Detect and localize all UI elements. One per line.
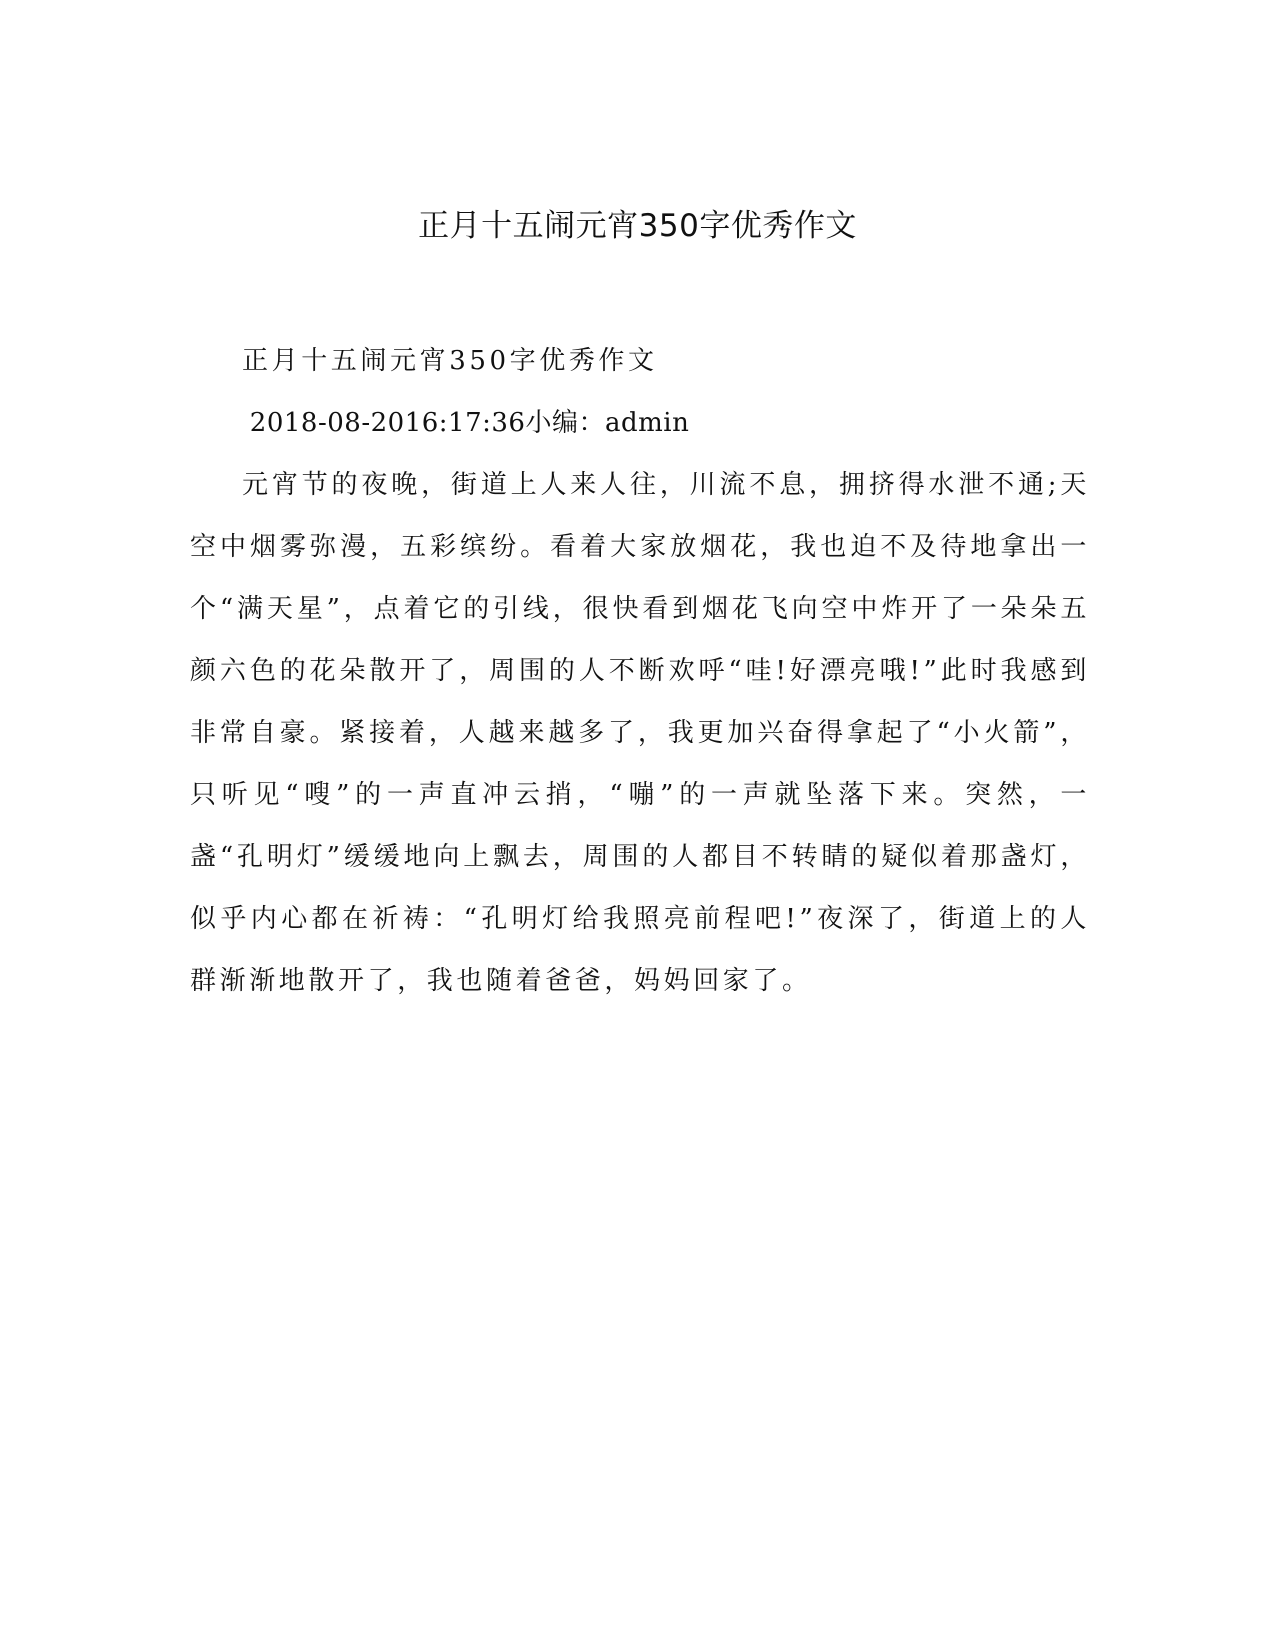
document-title: 正月十五闹元宵350字优秀作文 (418, 208, 857, 244)
article-subtitle: 正月十五闹元宵350字优秀作文 (242, 346, 658, 376)
document-body (190, 330, 1090, 1012)
article-paragraph: 元宵节的夜晚，街道上人来人往，川流不息，拥挤得水泄不通;天空中烟雾弥漫，五彩缤纷。看着大家放烟花，我也迫不及待地拿出一个“满天星”，点着它的引线，很快看到烟花飞向空中炸开了一朵朵五颜六色的花朵散开了，周围的人不断欢呼“哇!好漂亮哦!”此时我感到非常自豪。紧接着，人越来越多了，我更加兴奋得拿起了“小火箭”，只听见“嗖”的一声直冲云捎，“嘣”的一声就坠落下来。突然，一盏“孔明灯”缓缓地向上飘去，周围的人都目不转睛的疑似着那盏灯，似乎内心都在祈祷：“孔明灯给我照亮前程吧!”夜深了，街道上的人群渐渐地散开了，我也随着爸爸，妈妈回家了。 (190, 470, 1090, 996)
article-meta: 2018-08-2016:17:36小编：admin (249, 408, 690, 438)
